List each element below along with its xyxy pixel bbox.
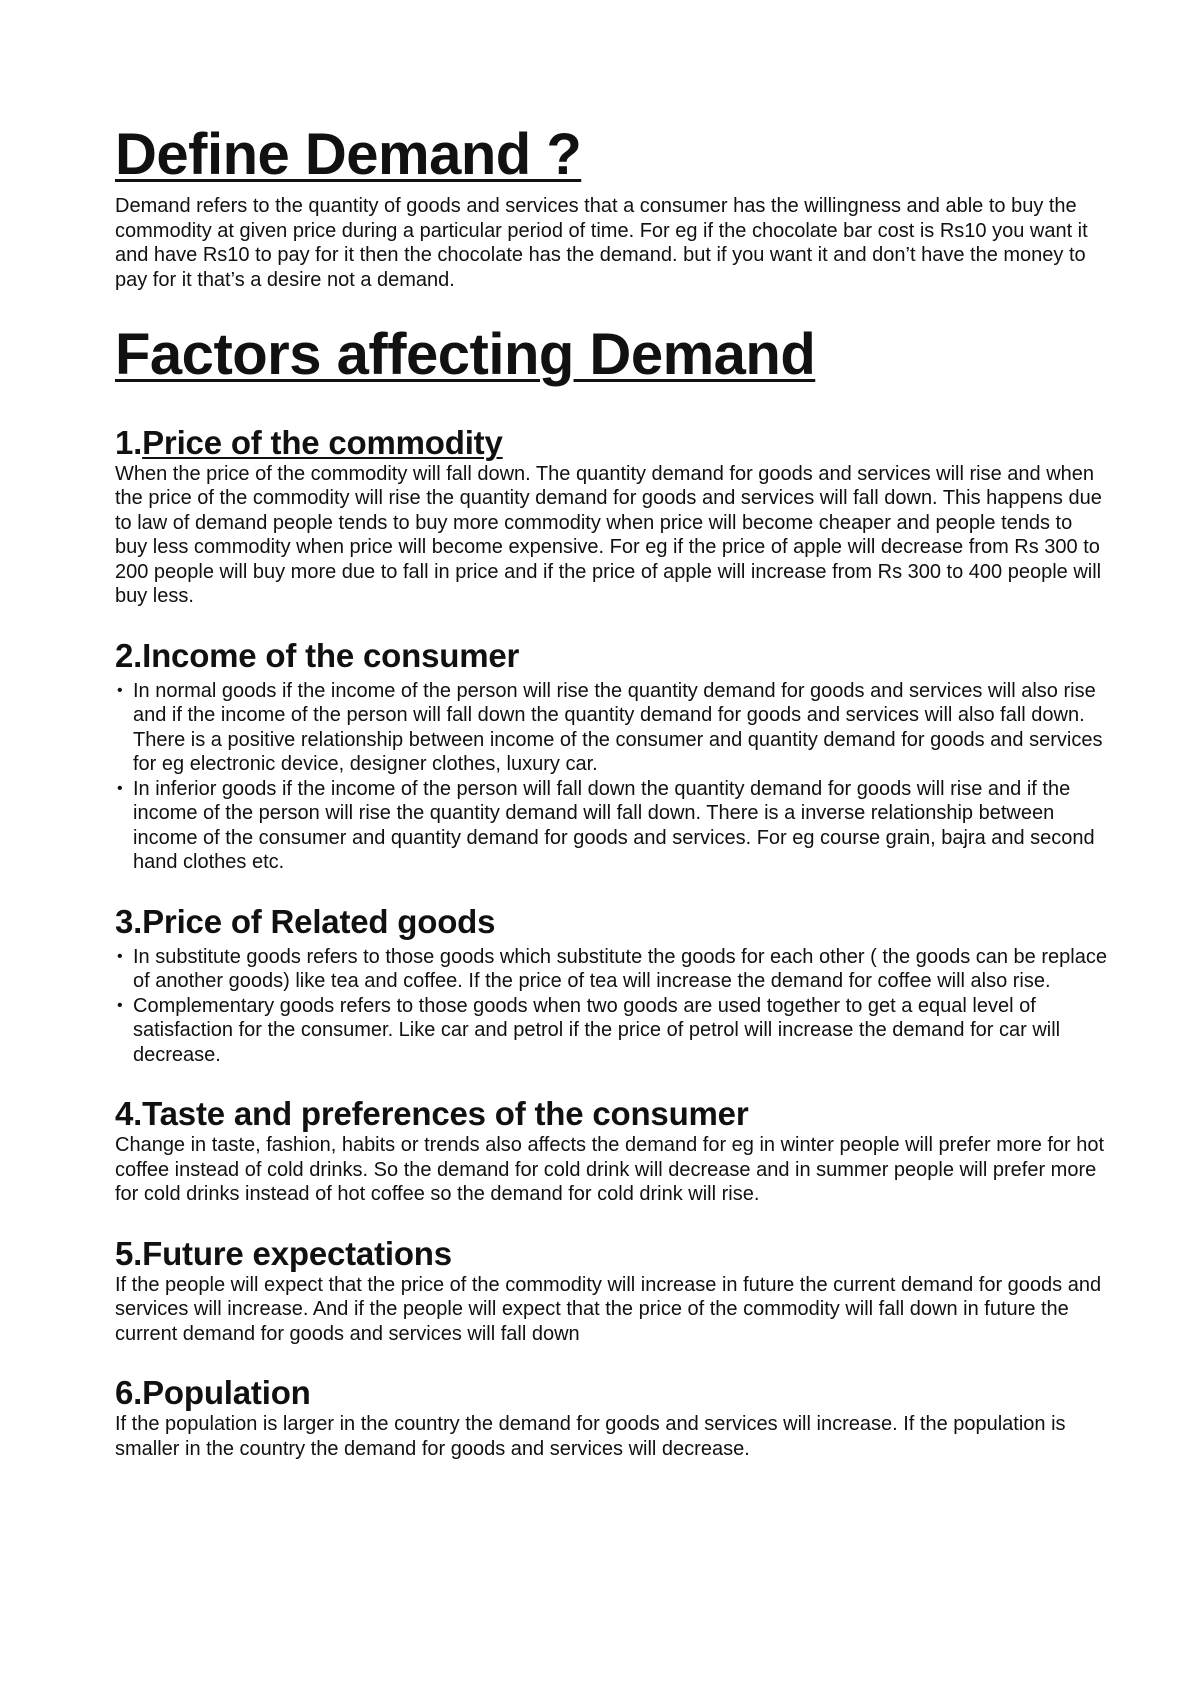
list-item-text: In substitute goods refers to those goods which substitute the goods for each other ( the goods can be replace of another goods) like tea and coffee. If the price of tea will increase the demand for coffee will also rise. xyxy=(133,945,1107,993)
list-item-text: In normal goods if the income of the person will rise the quantity demand for goods and services will also rise and if the income of the person will fall down the quantity demand for goods and services will also fall down. There is a positive relationship between income of the consumer and quantity demand for goods and services for eg electronic device, designer clothes, luxury car. xyxy=(133,679,1103,776)
bullet-icon: • xyxy=(117,681,123,699)
section-heading xyxy=(115,1374,1110,1412)
section-title: Price of Related goods xyxy=(142,902,496,940)
list-item-text: Complementary goods refers to those goods when two goods are used together to get a equal level of satisfaction for the consumer. Like car and petrol if the price of petrol will increase the demand for car will decrease. xyxy=(133,994,1061,1066)
section-title: Taste and preferences of the consumer xyxy=(142,1095,749,1133)
section-heading xyxy=(115,903,1110,941)
section-number: 5. xyxy=(115,1234,143,1272)
section-income-of-consumer xyxy=(115,637,1110,875)
define-demand-title: Define Demand ? xyxy=(115,122,582,187)
section-body: If the population is larger in the country the demand for goods and services will increase. If the population is smaller in the country the demand for goods and services will decrease. xyxy=(115,1413,1066,1460)
bullet-list xyxy=(115,679,1110,875)
list-item xyxy=(115,945,1110,994)
section-future-expectations xyxy=(115,1235,1110,1346)
section-body: Change in taste, fashion, habits or trends also affects the demand for eg in winter people will prefer more for hot coffee instead of cold drinks. So the demand for cold drink will decrease and in summer people will prefer more for cold drinks instead of hot coffee so the demand for cold drink will rise. xyxy=(115,1134,1105,1206)
bullet-icon: • xyxy=(117,779,123,797)
section-number: 1. xyxy=(115,424,143,461)
section-heading xyxy=(115,1095,1110,1133)
define-demand-body: Demand refers to the quantity of goods and services that a consumer has the willingness and able to buy the commodity at given price during a particular period of time. For eg if the chocolate bar cost is Rs10 you want it and have Rs10 to pay for it then the chocolate has the demand. but if you want it and don’t have the money to pay for it that’s a desire not a demand. xyxy=(115,195,1088,291)
section-number: 4. xyxy=(115,1095,143,1133)
section-heading xyxy=(115,424,1110,462)
section-title: Future expectations xyxy=(142,1234,452,1272)
section-title: Population xyxy=(142,1374,311,1412)
section-population xyxy=(115,1374,1110,1461)
list-item xyxy=(115,679,1110,777)
list-item xyxy=(115,994,1110,1068)
section-heading xyxy=(115,1235,1110,1273)
list-item xyxy=(115,777,1110,875)
section-title: Income of the consumer xyxy=(142,636,520,674)
section-number: 3. xyxy=(115,902,143,940)
section-body: When the price of the commodity will fall down. The quantity demand for goods and services will rise and when the price of the commodity will rise the quantity demand for goods and services will fall down. This happens due to law of demand people tends to buy more commodity when price will become cheaper and people tends to buy less commodity when price will become expensive. For eg if the price of apple will decrease from Rs 300 to 200 people will buy more due to fall in price and if the price of apple will increase from Rs 300 to 400 people will buy less. xyxy=(115,462,1102,608)
section-price-of-commodity xyxy=(115,424,1110,609)
section-heading xyxy=(115,637,1110,675)
section-body: If the people will expect that the price of the commodity will increase in future the current demand for goods and services will increase. And if the people will expect that the price of the commodity will fall down in future the current demand for goods and services will fall down xyxy=(115,1273,1102,1345)
section-number: 6. xyxy=(115,1374,143,1412)
factors-title: Factors affecting Demand xyxy=(115,322,816,387)
list-item-text: In inferior goods if the income of the person will fall down the quantity demand for goods will rise and if the income of the person will rise the quantity demand will fall down. There is a inverse relationship between income of the consumer and quantity demand for goods and services. For eg course grain, bajra and second hand clothes etc. xyxy=(133,777,1095,874)
bullet-list xyxy=(115,945,1110,1068)
section-number: 2. xyxy=(115,636,143,674)
section-taste-and-preferences xyxy=(115,1095,1110,1206)
section-price-of-related-goods xyxy=(115,903,1110,1067)
section-title: Price of the commodity xyxy=(142,424,503,461)
bullet-icon: • xyxy=(117,996,123,1014)
bullet-icon: • xyxy=(117,947,123,965)
